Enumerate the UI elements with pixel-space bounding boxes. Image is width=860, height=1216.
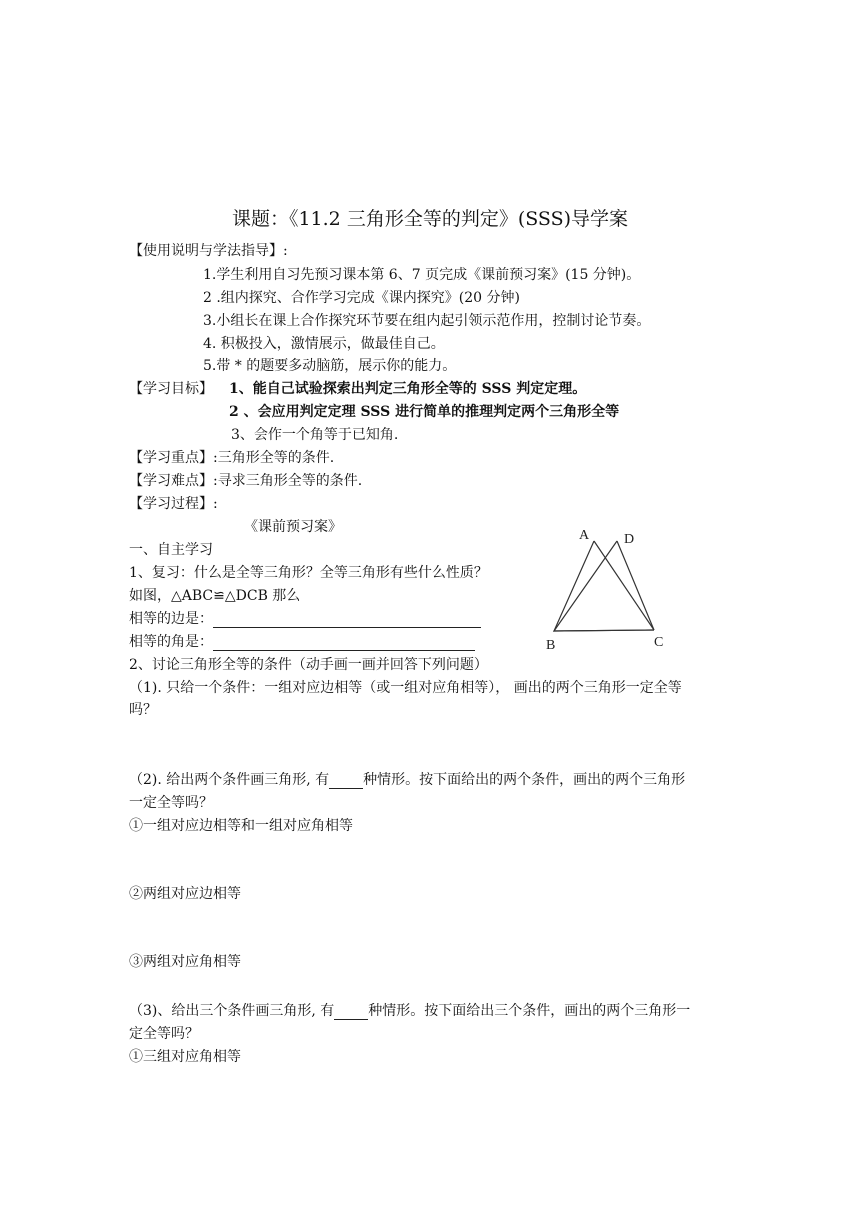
usage-item-3: 3.小组长在课上合作探究环节要在组内起引领示范作用，控制讨论节奏。: [203, 313, 651, 329]
triangle-dcb: [554, 541, 654, 631]
part-2-option-3: ③两组对应角相等: [129, 954, 241, 970]
part-3-option-1: ①三组对应角相等: [129, 1049, 241, 1065]
difficulty-text: 寻求三角形全等的条件.: [217, 473, 363, 489]
goal-1: 1、能自己试验探索出判定三角形全等的 SSS 判定定理。: [229, 381, 587, 397]
part-3-line-1: [129, 1002, 690, 1020]
segment-ac: [594, 541, 654, 630]
part-3-blank[interactable]: [334, 1005, 368, 1020]
goal-2: 2 、会应用判定定理 SSS 进行简单的推理判定两个三角形全等: [229, 404, 620, 420]
part-2-option-1: ①一组对应边相等和一组对应角相等: [129, 818, 353, 834]
vertex-a-label: A: [579, 528, 590, 543]
difficulty-label: 【学习难点】:: [129, 473, 218, 489]
part-2-line-1: [129, 771, 685, 789]
triangle-figure: [540, 522, 680, 654]
part-2-text-b: 种情形。按下面给出的两个条件，画出的两个三角形: [363, 772, 686, 788]
key-point-label: 【学习重点】:: [129, 450, 218, 466]
usage-item-5: 5.带 * 的题要多动脑筋，展示你的能力。: [203, 358, 457, 374]
triangle-abc: [554, 541, 654, 631]
goal-3: 3、会作一个角等于已知角.: [231, 427, 399, 443]
process-label: 【学习过程】:: [129, 496, 218, 512]
question-2: 2、讨论三角形全等的条件（动手画一画并回答下列问题）: [129, 657, 488, 673]
key-point-row: [129, 449, 334, 467]
part-2-line-2: 一定全等吗？: [129, 795, 213, 811]
figure-intro: 如图，△ABC≌△DCB 那么: [129, 588, 301, 604]
part-2-blank[interactable]: [329, 774, 363, 789]
equal-angles-label: 相等的角是：: [129, 634, 213, 650]
equal-angles-blank[interactable]: [213, 636, 475, 651]
part-1-line-2: 吗？: [129, 702, 157, 718]
part-3-text-a: （3)、给出三个条件画三角形, 有: [129, 1003, 335, 1019]
part-2-text-a: （2). 给出两个条件画三角形, 有: [129, 772, 330, 788]
part-2-option-2: ②两组对应边相等: [129, 886, 241, 902]
equal-sides-row: [129, 610, 481, 628]
self-study-heading: 一、自主学习: [129, 542, 213, 558]
usage-heading: 【使用说明与学法指导】:: [129, 243, 288, 259]
usage-item-1: 1.学生利用自习先预习课本第 6、7 页完成《课前预习案》(15 分钟)。: [203, 267, 641, 283]
page-title: 课题：《11.2 三角形全等的判定》(SSS)导学案: [231, 208, 629, 230]
part-1-line-1: （1). 只给一个条件：一组对应边相等（或一组对应角相等）， 画出的两个三角形一定全等: [129, 680, 682, 696]
question-1: 1、复习：什么是全等三角形？全等三角形有些什么性质？: [129, 565, 488, 581]
equal-angles-row: [129, 633, 475, 651]
equal-sides-blank[interactable]: [213, 613, 481, 628]
segment-dc: [617, 541, 654, 630]
vertex-d-label: D: [624, 532, 635, 547]
section-title: 《课前预习案》: [244, 519, 342, 535]
goals-label: 【学习目标】: [129, 381, 213, 397]
vertex-c-label: C: [654, 635, 664, 650]
usage-item-4: 4. 积极投入，激情展示，做最佳自己。: [203, 336, 445, 352]
difficulty-row: [129, 472, 362, 490]
vertex-b-label: B: [546, 638, 556, 653]
equal-sides-label: 相等的边是：: [129, 611, 213, 627]
key-point-text: 三角形全等的条件.: [217, 450, 335, 466]
part-3-text-b: 种情形。按下面给出三个条件，画出的两个三角形一: [368, 1003, 691, 1019]
part-3-line-2: 定全等吗？: [129, 1026, 199, 1042]
usage-item-2: 2 .组内探究、合作学习完成《课内探究》(20 分钟): [203, 290, 520, 306]
